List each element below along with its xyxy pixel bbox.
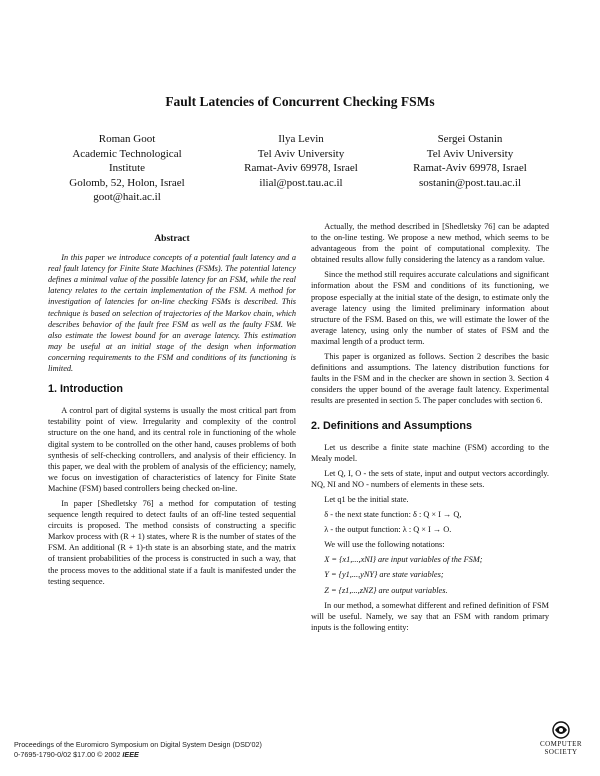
notation-inputs: X = {x1,...,xNI} are input variables of the FSM; — [324, 555, 483, 565]
logo-line-2: SOCIETY — [544, 748, 578, 756]
notation-outputs: Z = {z1,...,zNZ} are output variables. — [324, 585, 448, 595]
paper-title: Fault Latencies of Concurrent Checking FSMs — [165, 94, 435, 109]
definition-next-state: δ - the next state function: δ : Q × I → Q, — [324, 510, 462, 520]
author-2: Ilya Levin Tel Aviv University Ramat-Aviv 69978, Israel ilial@post.tau.ac.il — [244, 133, 358, 189]
body-paragraph: We will use the following notations: — [324, 540, 445, 550]
body-paragraph: This paper is organized as follows. Section 2 describes the basic definitions and assumptions. The latency distribution functions for faults in the FSM and in the checker are shown in section 3. Section 4 considers the upper bound of the average fault latency. Experimental results are presented in section 5. The paper concludes with section 6. — [311, 352, 549, 406]
abstract-text: In this paper we introduce concepts of a potential fault latency and a real fault latency for Finite State Machines (FSMs). The potential latency defines a minimal value of the possible latency for an FSM, while the real latency relates to the certain implementation of the FSM. A method for investigation of latencies for on-line checking FSMs is described. This technique is based on selection of trajectories of the Markov chain, which describes behavior of the fault free FSM as well as the faulty FSM. We also estimate the lowest bound for an average latency. This estimation may be useful at an initial stage of the design when information concerning requirements to the FSM and conditions of its functioning is limited. — [48, 253, 296, 374]
author-1: Roman Goot Academic Technological Institute Golomb, 52, Holon, Israel goot@hait.ac.il — [69, 133, 185, 204]
body-paragraph: Actually, the method described in [Shedletsky 76] can be adapted to the on-line testing. We propose a new method, which seems to be advantageous from the point of computational complexity. The obtained results allow fully considering the latency as a random value. — [311, 222, 549, 265]
footer — [14, 740, 262, 760]
footer-proceedings: Proceedings of the Euromicro Symposium on Digital System Design (DSD'02) — [14, 740, 262, 749]
footer-isbn: 0-7695-1790-0/02 $17.00 © 2002 — [14, 750, 121, 759]
footer-ieee: IEEE — [122, 750, 139, 759]
left-column — [48, 234, 296, 591]
body-paragraph: Since the method still requires accurate calculations and significant information about the FSM and conditions of its functioning, we propose especially at the initial state of the design, to estimate only the average latency using the limited preliminary information about structure of the FSM. Based on this, we will estimate the lower of the average latency, using only the number of states of FSM and the maximal length of a product term. — [311, 270, 549, 346]
intro-paragraph: A control part of digital systems is usually the most critical part from testability point of view. Irregularity and complexity of the control structure on the one hand, and its central role in functioning of the whole digital system to be controlled on the other hand, causes problems of both synthesis of self-checking controllers, and analysis of their efficiency. In this paper, we deal with the problem of analysis of the efficiency; namely, we focus on investigation of characteristics of latency for Finite State Machine (FSM) based controllers being checked on-line. — [48, 406, 296, 493]
body-paragraph: Let q1 be the initial state. — [324, 494, 409, 504]
section-heading-introduction: 1. Introduction — [48, 383, 123, 396]
body-paragraph: Let us describe a finite state machine (FSM) according to the Mealy model. — [311, 442, 549, 463]
computer-society-logo — [533, 720, 589, 756]
logo-line-1: COMPUTER — [539, 740, 583, 748]
notation-states: Y = {y1,...,yNY} are state variables; — [324, 570, 444, 580]
definition-output: λ - the output function: λ : Q × I → O. — [324, 525, 452, 535]
body-paragraph: Let Q, I, O - the sets of state, input and output vectors accordingly. NQ, NI and NO - numbers of elements in these sets. — [311, 468, 549, 489]
author-3: Sergei Ostanin Tel Aviv University Ramat-Aviv 69978, Israel sostanin@post.tau.ac.il — [413, 133, 527, 189]
abstract-body — [48, 252, 296, 374]
body-paragraph: In our method, a somewhat different and refined definition of FSM will be useful. Namely, we say that an FSM with random primary inputs is the following entity: — [311, 600, 549, 632]
abstract-heading: Abstract — [154, 234, 190, 244]
right-column — [311, 221, 549, 637]
intro-paragraph: In paper [Shedletsky 76] a method for computation of testing sequence length required to detect faults of an off-line tested sequential circuits is proposed. The method consists of constructing a specific Markov process with (R + 1) states, where R is the number of states of the FSM. An additional (R + 1)-th state is an absorbing state, and the matrix of transient probabilities of the process is constructed in such a way, that the process moves to the additional state if a fault is manifested under the testing sequence. — [48, 498, 296, 586]
section-heading-definitions: 2. Definitions and Assumptions — [311, 419, 472, 432]
computer-society-emblem-icon — [550, 720, 572, 740]
